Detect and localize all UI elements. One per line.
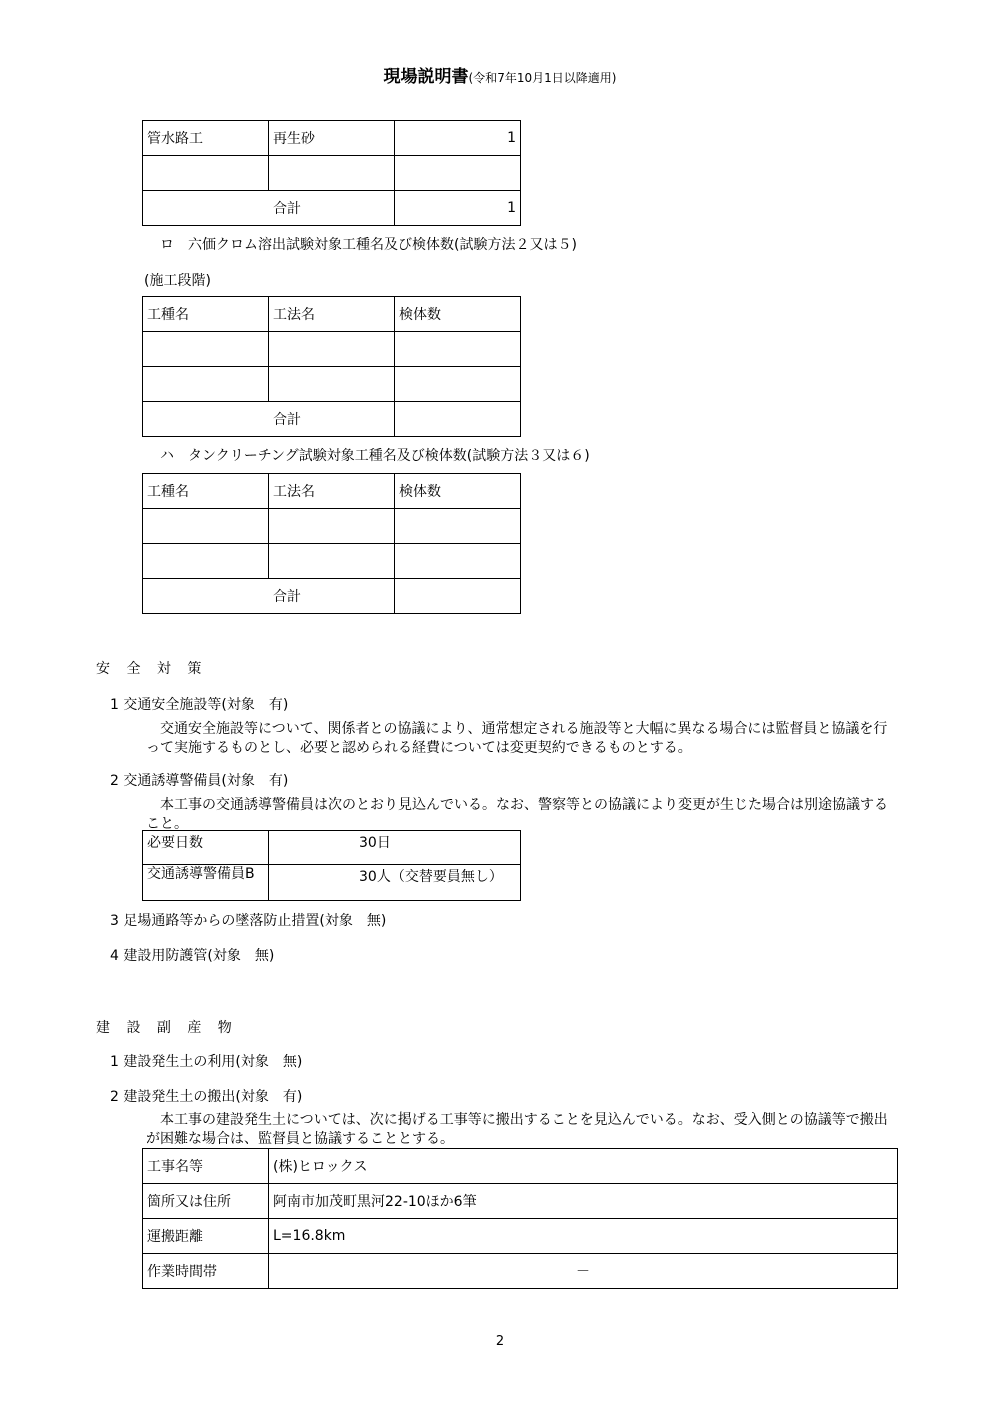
table-cell: 1 bbox=[395, 121, 521, 156]
table-cell bbox=[143, 509, 269, 544]
soil-destination-table bbox=[142, 1148, 898, 1289]
table-row bbox=[143, 831, 521, 865]
table-cell bbox=[395, 332, 521, 367]
table-cell bbox=[143, 367, 269, 402]
table-cell bbox=[395, 367, 521, 402]
material-table bbox=[142, 120, 521, 226]
table-total-row bbox=[143, 191, 521, 226]
table-row bbox=[143, 865, 521, 901]
ro-heading: ロ 六価クロム溶出試験対象工種名及び検体数(試験方法２又は５) bbox=[160, 237, 577, 253]
table-header-row bbox=[143, 297, 521, 332]
ha-heading: ハ タンクリーチング試験対象工種名及び検体数(試験方法３又は６) bbox=[160, 448, 590, 464]
byproducts-section-title: 建 設 副 産 物 bbox=[96, 1020, 238, 1036]
page-number: 2 bbox=[495, 1334, 505, 1349]
safety-section-title: 安 全 対 策 bbox=[96, 661, 208, 677]
table-row bbox=[143, 1184, 898, 1219]
table-cell bbox=[143, 156, 269, 191]
title-sub: (令和7年10月1日以降適用) bbox=[468, 71, 617, 85]
table-row bbox=[143, 367, 521, 402]
table-row bbox=[143, 1149, 898, 1184]
table-total-row bbox=[143, 402, 521, 437]
table-cell-label: 必要日数 bbox=[143, 831, 269, 865]
table-cell-value: 30日 bbox=[269, 831, 521, 865]
table-cell bbox=[269, 509, 395, 544]
column-header: 検体数 bbox=[395, 297, 521, 332]
total-label: 合計 bbox=[143, 579, 395, 614]
table-row bbox=[143, 121, 521, 156]
table-cell-label: 箇所又は住所 bbox=[143, 1184, 269, 1219]
byproducts-item-1: 1 建設発生土の利用(対象 無) bbox=[110, 1054, 303, 1070]
byproducts-item-2-heading: 2 建設発生土の搬出(対象 有) bbox=[110, 1089, 303, 1105]
table-row bbox=[143, 544, 521, 579]
column-header: 工種名 bbox=[143, 297, 269, 332]
column-header: 工法名 bbox=[269, 297, 395, 332]
title-main: 現場説明書 bbox=[383, 67, 469, 87]
safety-item-1-body: 交通安全施設等について、関係者との協議により、通常想定される施設等と大幅に異なる場合には監督員と協議を行って実施するものとし、必要と認められる経費については変更契約できるものとする。 bbox=[146, 721, 888, 756]
traffic-guard-table bbox=[142, 830, 521, 901]
table-total-row bbox=[143, 579, 521, 614]
chromium-test-table bbox=[142, 296, 521, 437]
table-cell bbox=[395, 509, 521, 544]
safety-item-2-body: 本工事の交通誘導警備員は次のとおり見込んでいる。なお、警察等との協議により変更が生じた場合は別途協議すること。 bbox=[146, 797, 888, 832]
table-cell-label: 交通誘導警備員B bbox=[143, 865, 269, 901]
table-cell-value: (株)ヒロックス bbox=[269, 1149, 898, 1184]
table-cell-value: － bbox=[269, 1254, 898, 1289]
table-cell-value: 30人（交替要員無し） bbox=[269, 865, 521, 901]
total-value: 1 bbox=[395, 191, 521, 226]
safety-item-3: 3 足場通路等からの墜落防止措置(対象 無) bbox=[110, 913, 387, 929]
table-cell bbox=[269, 544, 395, 579]
table-cell bbox=[395, 544, 521, 579]
table-cell bbox=[143, 544, 269, 579]
table-cell bbox=[269, 332, 395, 367]
table-cell-label: 工事名等 bbox=[143, 1149, 269, 1184]
safety-item-4: 4 建設用防護管(対象 無) bbox=[110, 948, 275, 964]
table-cell bbox=[143, 332, 269, 367]
leaching-test-table bbox=[142, 473, 521, 614]
page-title bbox=[0, 62, 1000, 87]
table-cell-value: L=16.8km bbox=[269, 1219, 898, 1254]
safety-item-1-heading: 1 交通安全施設等(対象 有) bbox=[110, 697, 289, 713]
table-row bbox=[143, 332, 521, 367]
total-value bbox=[395, 579, 521, 614]
column-header: 工種名 bbox=[143, 474, 269, 509]
column-header: 検体数 bbox=[395, 474, 521, 509]
table-row bbox=[143, 1254, 898, 1289]
table-cell-label: 運搬距離 bbox=[143, 1219, 269, 1254]
table-cell-label: 作業時間帯 bbox=[143, 1254, 269, 1289]
safety-item-2-heading: 2 交通誘導警備員(対象 有) bbox=[110, 773, 289, 789]
table-cell bbox=[395, 156, 521, 191]
table-cell: 再生砂 bbox=[269, 121, 395, 156]
table-cell bbox=[269, 367, 395, 402]
ro-stage-label: (施工段階) bbox=[144, 273, 211, 289]
total-label: 合計 bbox=[143, 191, 395, 226]
table-header-row bbox=[143, 474, 521, 509]
table-cell-value: 阿南市加茂町黒河22-10ほか6筆 bbox=[269, 1184, 898, 1219]
table-row bbox=[143, 1219, 898, 1254]
total-label: 合計 bbox=[143, 402, 395, 437]
table-row bbox=[143, 156, 521, 191]
byproducts-item-2-body: 本工事の建設発生土については、次に掲げる工事等に搬出することを見込んでいる。なお、受入側との協議等で搬出が困難な場合は、監督員と協議することとする。 bbox=[146, 1112, 888, 1147]
table-cell bbox=[269, 156, 395, 191]
total-value bbox=[395, 402, 521, 437]
table-row bbox=[143, 509, 521, 544]
table-cell: 管水路工 bbox=[143, 121, 269, 156]
column-header: 工法名 bbox=[269, 474, 395, 509]
